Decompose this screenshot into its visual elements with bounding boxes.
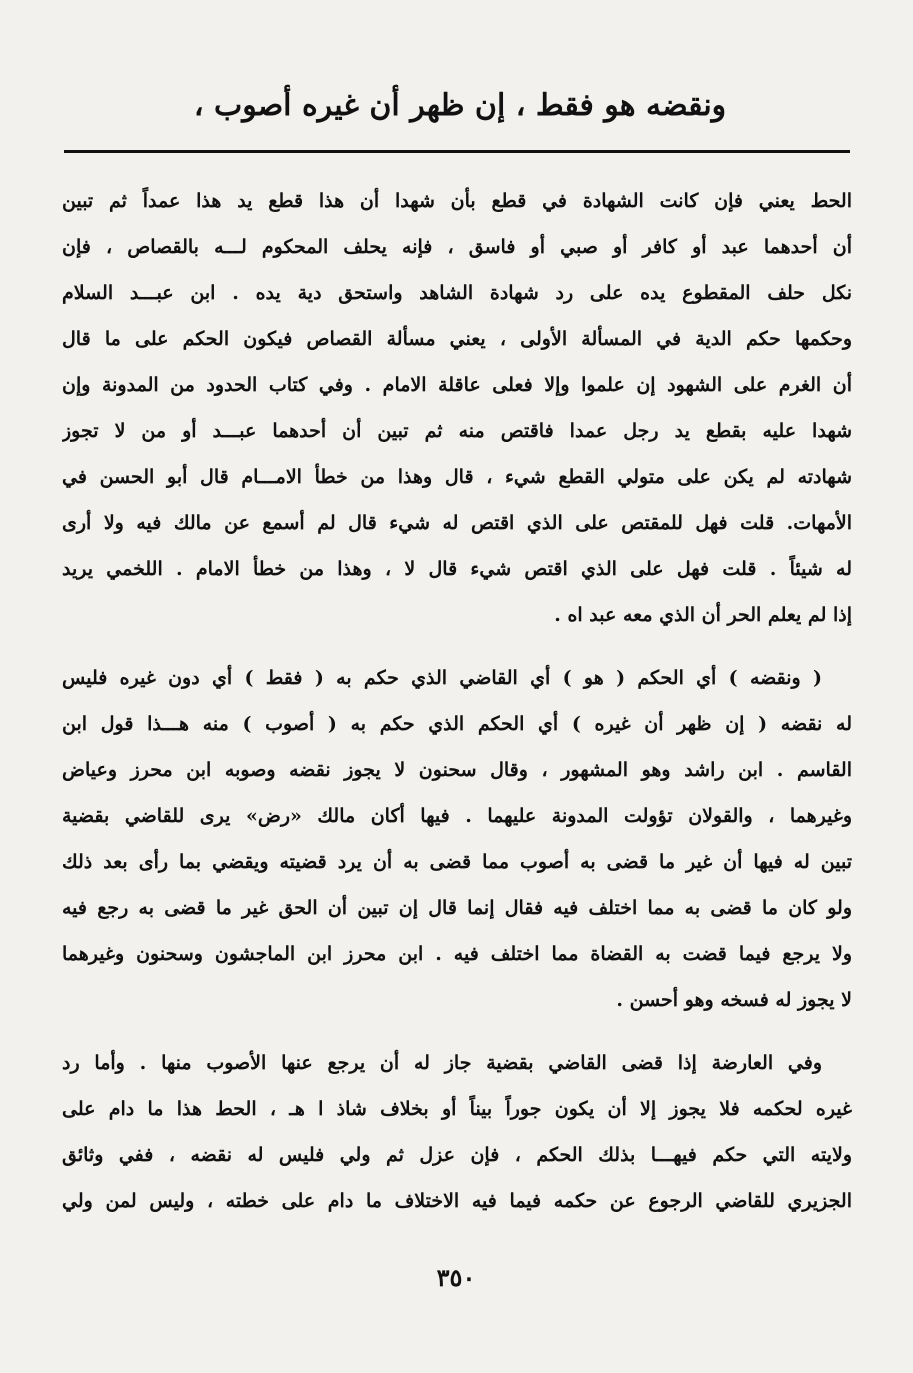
text-line: الجزيري للقاضي الرجوع عن حكمه فيما فيه الاختلاف ما دام على خطته ، وليس لمن ولي (62, 1190, 852, 1212)
text-line: ولايته التي حكم فيهـــا بذلك الحكم ، فإن عزل ثم ولي فليس له نقضه ، ففي وثائق (62, 1144, 852, 1166)
text-line: تبين له فيها أن غير ما قضى به أصوب مما قضى به أن يرد قضيته ويقضي بما رأى بعد ذلك (62, 851, 852, 873)
text-line: له شيئاً . قلت فهل على الذي اقتص شيء قال لا ، وهذا من خطأ الامام . اللخمي يريد (62, 558, 852, 580)
paragraph-gap (62, 1023, 852, 1040)
page-body (62, 178, 852, 1224)
text-line: أن الغرم على الشهود إن علموا وإلا فعلى عاقلة الامام . وفي كتاب الحدود من المدونة وإن (62, 374, 852, 396)
text-line: ولو كان ما قضى به مما اختلف فيه فقال إنما قال إن تبين أن الحق غير ما قضى به رجع فيه (62, 897, 852, 919)
text-line: وفي العارضة إذا قضى القاضي بقضية جاز له أن يرجع عنها الأصوب منها . وأما رد (62, 1052, 822, 1074)
text-line: أن أحدهما عبد أو كافر أو صبي أو فاسق ، فإنه يحلف المحكوم لـــه بالقصاص ، فإن (62, 236, 852, 258)
text-line: الحط يعني فإن كانت الشهادة في قطع بأن شهدا أن هذا قطع يد هذا عمداً ثم تبين (62, 190, 852, 212)
text-line: الأمهات. قلت فهل للمقتص على الذي اقتص له شيء قال لم أسمع عن مالك فيه ولا أرى (62, 512, 852, 534)
header-divider-rule (64, 150, 850, 153)
text-line: إذا لم يعلم الحر أن الذي معه عبد اه . (554, 604, 852, 626)
paragraph-3 (62, 1040, 852, 1224)
text-line: وغيرهما ، والقولان تؤولت المدونة عليهما . فيها أكان مالك «رض» يرى للقاضي بقضية (62, 805, 852, 827)
paragraph-gap (62, 638, 852, 655)
text-line: القاسم . ابن راشد وهو المشهور ، وقال سحنون لا يجوز نقضه وصوبه ابن محرز وعياض (62, 759, 852, 781)
text-line: وحكمها حكم الدية في المسألة الأولى ، يعني مسألة القصاص فيكون الحكم على ما قال (62, 328, 852, 350)
text-line: نكل حلف المقطوع يده على رد شهادة الشاهد واستحق دية يده . ابن عبـــد السلام (62, 282, 852, 304)
paragraph-1 (62, 178, 852, 638)
text-line: شهادته لم يكن على متولي القطع شيء ، قال وهذا من خطأ الامـــام قال أبو الحسن في (62, 466, 852, 488)
text-line: لا يجوز له فسخه وهو أحسن . (616, 989, 852, 1011)
text-line: ولا يرجع فيما قضت به القضاة مما اختلف فيه . ابن محرز ابن الماجشون وسحنون وغيرهما (62, 943, 852, 965)
page-number: ٣٥٠ (436, 1263, 476, 1292)
text-line: ( ونقضه ) أي الحكم ( هو ) أي القاضي الذي حكم به ( فقط ) أي دون غيره فليس (62, 667, 822, 689)
text-line: شهدا عليه بقطع يد رجل عمدا فاقتص منه ثم تبين أن أحدهما عبـــد أو من لا تجوز (62, 420, 852, 442)
text-line: له نقضه ( إن ظهر أن غيره ) أي الحكم الذي حكم به ( أصوب ) منه هـــذا قول ابن (62, 713, 852, 735)
text-line: غيره لحكمه فلا يجوز إلا أن يكون جوراً بيناً أو بخلاف شاذ ا هـ ، الحط هذا ما دام على (62, 1098, 852, 1120)
page-header-title: ونقضه هو فقط ، إن ظهر أن غيره أصوب ، (193, 88, 727, 123)
paragraph-2 (62, 655, 852, 1023)
